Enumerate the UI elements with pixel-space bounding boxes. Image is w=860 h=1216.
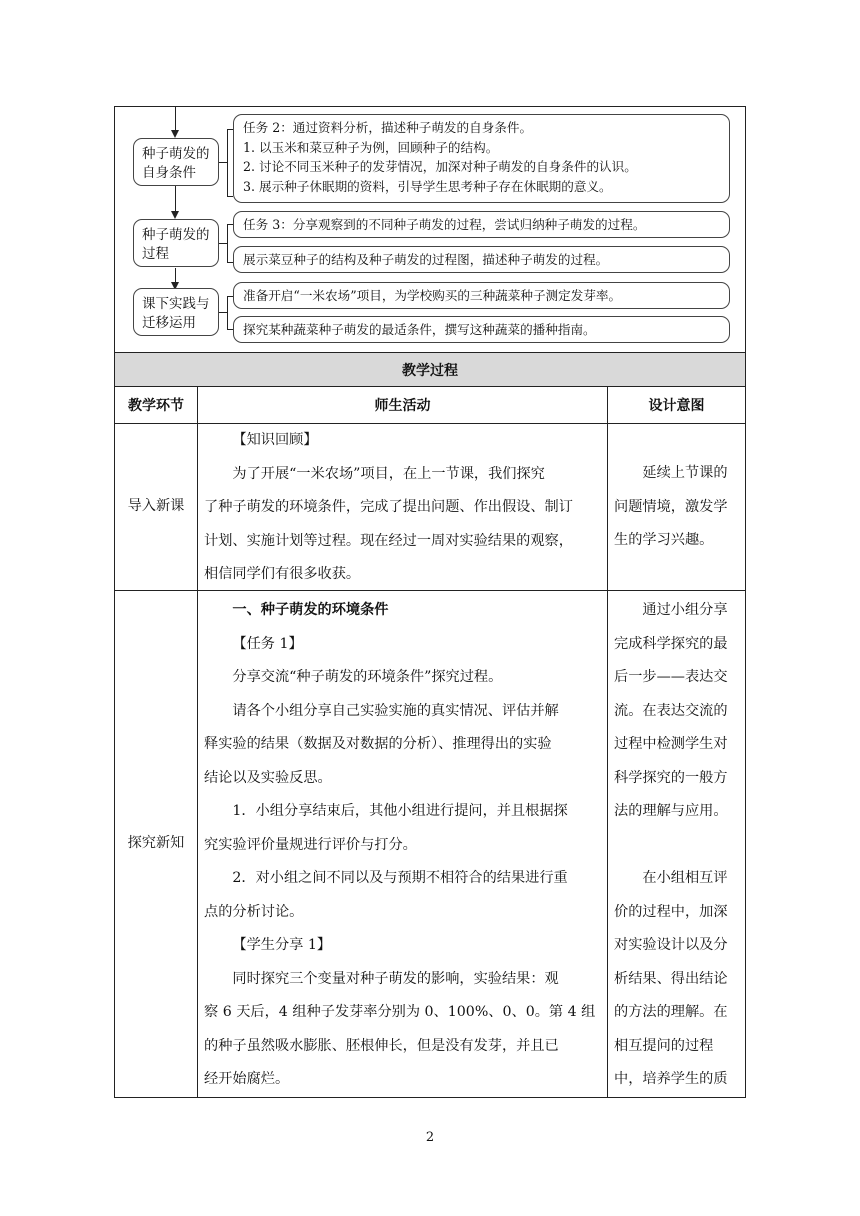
header-activity: 师生活动: [374, 398, 431, 414]
task-2-item-2: 2. 讨论不同玉米种子的发芽情况，加深对种子萌发的自身条件的认识。: [243, 159, 637, 175]
task-2-title: 任务 2：通过资料分析，描述种子萌发的自身条件。: [243, 120, 533, 135]
page-number: 2: [425, 1130, 435, 1145]
row1-intent: 延续上节课的 问题情境，激发学 生的学习兴趣。: [614, 465, 728, 548]
arrow-down-icon: [171, 211, 179, 219]
practice-box-1: 准备开启“一米农场”项目，为学校购买的三种蔬菜种子测定发芽率。: [233, 282, 730, 309]
flow-step-practice: 课下实践与 迁移运用: [133, 288, 219, 336]
task-2-item-1: 1. 以玉米和菜豆种子为例，回顾种子的结构。: [243, 139, 499, 155]
row1-activity: 【知识回顾】 为了开展“一米农场”项目，在上一节课，我们探究 了种子萌发的环境条件，完成了提出问题、作出假设、制订 计划、实施计划等过程。现在经过一周对实验结果的观察， 相信同学们有很多收获。: [204, 424, 604, 592]
row2-section-heading: 一、种子萌发的环境条件: [232, 602, 389, 618]
flow-step-process: 种子萌发的 过程: [133, 219, 219, 267]
arrow-down-icon: [171, 130, 179, 138]
practice-box-2: 探究某种蔬菜种子萌发的最适条件，撰写这种蔬菜的播种指南。: [233, 316, 730, 343]
task-3-box: 任务 3：分享观察到的不同种子萌发的过程，尝试归纳种子萌发的过程。: [233, 211, 730, 238]
flow-step-self-conditions: 种子萌发的 自身条件: [133, 138, 219, 186]
header-stage: 教学环节: [128, 398, 184, 414]
header-intent: 设计意图: [648, 398, 705, 414]
section-title: 教学过程: [115, 353, 745, 386]
task-3-detail-box: 展示菜豆种子的结构及种子萌发的过程图，描述种子萌发的过程。: [233, 246, 730, 273]
table-border-right: [745, 106, 746, 1098]
row2-intent: 通过小组分享 完成科学探究的最 后一步——表达交 流。在表达交流的 过程中检测学生对 科学探究的一般方 法的理解与应用。 在小组相互评 价的过程中，加深 对实验设计以及分 析结果、得出结论 的方法的理解。在 相互提问的过程 中，培养学生的质: [614, 602, 728, 1087]
task-2-box: [233, 114, 730, 203]
task-2-item-3: 3. 展示种子休眠期的资料，引导学生思考种子存在休眠期的意义。: [243, 178, 612, 194]
table-border-top: [114, 106, 746, 107]
row1-heading: 【知识回顾】: [232, 432, 318, 448]
table-border-bottom: [114, 1097, 746, 1098]
row2-activity: 一、种子萌发的环境条件 【任务 1】 分享交流“种子萌发的环境条件”探究过程。 请各个小组分享自己实验实施的真实情况、评估并解 释实验的结果（数据及对数据的分析）、推理得出的实验 结论以及实验反思。 1．小组分享结束后，其他小组进行提问，并且根据探 究实验评价量规进行评价与打分。 2．对小组之间不同以及与预期不相符合的结果进行重 点的分析讨论。 【学生分享 1】 同时探究三个变量对种子萌发的影响，实验结果：观 察 6 天后，4 组种子发芽率分别为 0、100%、0、0。第 4 组 的种子虽然吸水膨胀、胚根伸长，但是没有发芽，并且已 经开始腐烂。: [204, 594, 604, 1097]
row2-stage: 探究新知: [127, 835, 185, 852]
row1-stage: 导入新课: [127, 498, 185, 515]
